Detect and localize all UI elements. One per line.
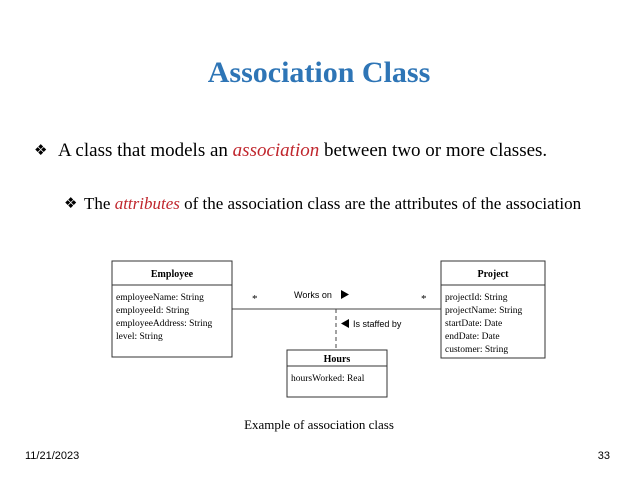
class-attribute: startDate: Date — [445, 319, 503, 329]
class-attribute: employeeAddress: String — [116, 319, 213, 329]
class-attribute: employeeName: String — [116, 293, 204, 303]
footer-date: 11/21/2023 — [25, 450, 80, 462]
diamond-bullet-icon: ❖ — [64, 194, 78, 212]
class-hours-name: Hours — [323, 354, 351, 365]
multiplicity-left: * — [252, 293, 258, 305]
emphasis-attributes: attributes — [114, 194, 180, 213]
direction-arrow-right-icon — [341, 290, 349, 299]
bullet-text-after: between two or more classes. — [319, 140, 548, 161]
class-project-name: Project — [477, 269, 509, 280]
diamond-bullet-icon: ❖ — [34, 141, 48, 159]
emphasis-association: association — [232, 140, 320, 161]
class-attribute: projectName: String — [445, 306, 523, 316]
multiplicity-right: * — [421, 293, 427, 305]
class-project — [441, 261, 545, 358]
slide-title: Association Class — [207, 56, 431, 89]
diagram-caption: Example of association class — [244, 417, 394, 432]
association-label: Works on — [294, 290, 332, 300]
class-attribute: employeeId: String — [116, 306, 190, 316]
class-attribute: hoursWorked: Real — [291, 374, 365, 384]
page-number: 33 — [597, 450, 610, 462]
class-employee-name: Employee — [150, 269, 194, 280]
class-hours — [287, 350, 387, 397]
class-attribute: endDate: Date — [445, 332, 500, 342]
class-employee — [112, 261, 232, 357]
class-attribute: customer: String — [445, 345, 509, 355]
association-class-label: Is staffed by — [353, 319, 402, 329]
direction-arrow-left-icon — [341, 319, 349, 328]
class-attribute: level: String — [116, 332, 163, 342]
sub-bullet-text-after: of the association class are the attributes of the association — [179, 194, 582, 213]
sub-bullet-text-before: The — [84, 194, 115, 213]
class-attribute: projectId: String — [445, 293, 508, 303]
bullet-text-before: A class that models an — [58, 140, 233, 161]
